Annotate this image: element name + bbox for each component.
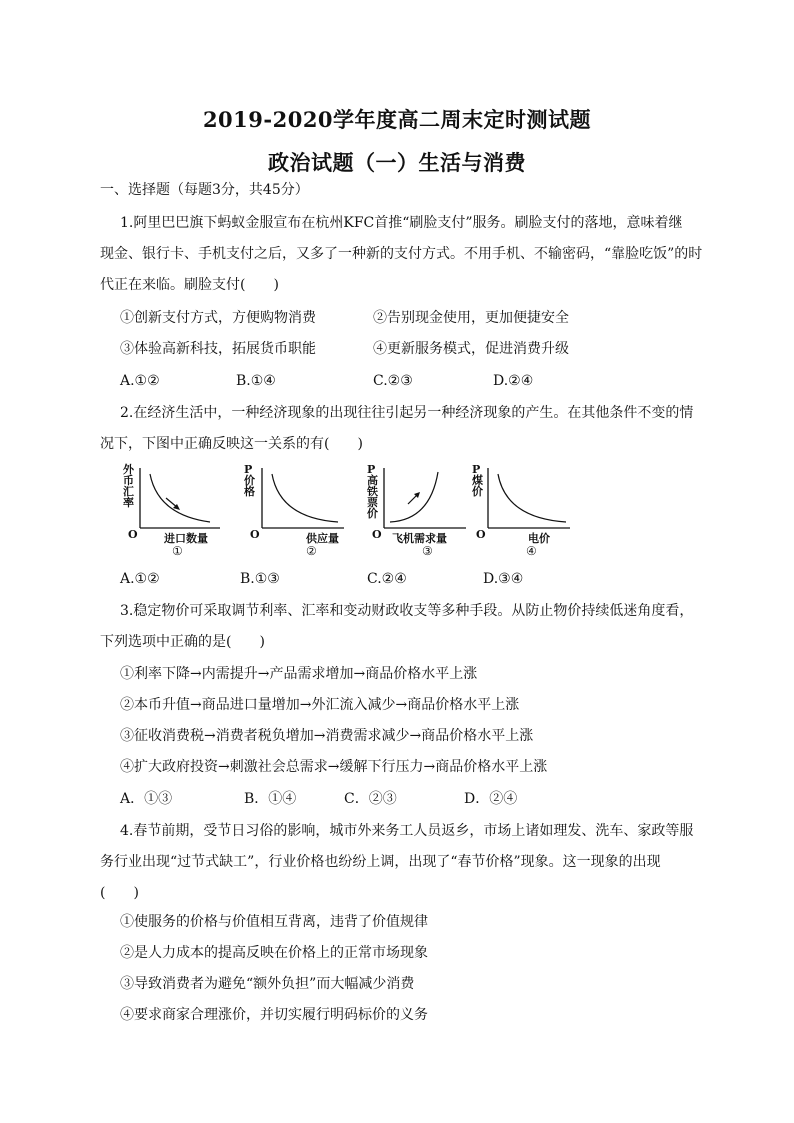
q1-option-2: ②告别现金使用，更加便捷安全 bbox=[373, 310, 569, 326]
q1-option-1: ①创新支付方式，方便购物消费 bbox=[120, 310, 316, 326]
q1-line-2: 现金、银行卡、手机支付之后，又多了一种新的支付方式。不用手机、不输密码，“靠脸吃饭”的时 bbox=[100, 246, 703, 262]
graph-3 bbox=[364, 460, 484, 570]
q2-answer-c: C.②④ bbox=[367, 571, 407, 587]
q2-answer-d: D.③④ bbox=[483, 571, 524, 587]
q1-option-3: ③体验高新科技，拓展货币职能 bbox=[120, 341, 316, 357]
q4-option-2: ②是人力成本的提高反映在价格上的正常市场现象 bbox=[120, 945, 428, 961]
q1-line-3: 代正在来临。刷脸支付( ) bbox=[100, 277, 279, 293]
q3-answer-c: C．②③ bbox=[344, 791, 397, 807]
q3-line-2: 下列选项中正确的是( ) bbox=[100, 634, 265, 650]
q3-option-4: ④扩大政府投资→刺激社会总需求→缓解下行压力→商品价格水平上涨 bbox=[120, 759, 548, 775]
graph-2-x-label: 供应量 bbox=[306, 532, 339, 545]
q4-line-1: 4.春节前期，受节日习俗的影响，城市外来务工人员返乡，市场上诸如理发、洗车、家政等服 bbox=[120, 823, 694, 839]
q3-option-3: ③征收消费税→消费者税负增加→消费需求减少→商品价格水平上涨 bbox=[120, 728, 534, 744]
q4-option-4: ④要求商家合理涨价，并切实履行明码标价的义务 bbox=[120, 1007, 428, 1023]
q4-option-3: ③导致消费者为避免“额外负担”而大幅减少消费 bbox=[120, 976, 415, 992]
q4-line-3: ( ) bbox=[100, 885, 139, 901]
graph-4-y-label: P煤价 bbox=[472, 463, 483, 498]
q1-answer-d: D.②④ bbox=[493, 373, 534, 389]
graph-1-y-label: 外币汇率 bbox=[123, 463, 134, 509]
q3-answer-b: B．①④ bbox=[244, 791, 297, 807]
graph-3-x-label: 飞机需求量 bbox=[392, 532, 447, 545]
graph-3-y-label: P高铁票价 bbox=[367, 463, 378, 520]
graph-3-number: ③ bbox=[422, 544, 433, 558]
q1-answer-c: C.②③ bbox=[373, 373, 413, 389]
q3-line-1: 3.稳定物价可采取调节利率、汇率和变动财政收支等多种手段。从防止物价持续低迷角度看， bbox=[120, 603, 694, 619]
q1-option-4: ④更新服务模式，促进消费升级 bbox=[373, 341, 569, 357]
graph-1-curve bbox=[150, 474, 210, 522]
graph-1-origin: O bbox=[128, 528, 138, 541]
q3-option-2: ②本币升值→商品进口量增加→外汇流入减少→商品价格水平上涨 bbox=[120, 697, 520, 713]
q1-answer-b: B.①④ bbox=[236, 373, 276, 389]
q2-answer-a: A.①② bbox=[120, 571, 160, 587]
q4-option-1: ①使服务的价格与价值相互背离，违背了价值规律 bbox=[120, 914, 428, 930]
q2-line-1: 2.在经济生活中，一种经济现象的出现往往引起另一种经济现象的产生。在其他条件不变的情 bbox=[120, 405, 694, 421]
graph-3-origin: O bbox=[372, 528, 382, 541]
q1-line-1: 1.阿里巴巴旗下蚂蚁金服宣布在杭州KFC首推“刷脸支付”服务。刷脸支付的落地，意味着继 bbox=[120, 215, 683, 231]
q1-answer-a: A.①② bbox=[120, 373, 160, 389]
graph-4-origin: O bbox=[476, 528, 486, 541]
q2-line-2: 况下，下图中正确反映这一关系的有( ) bbox=[100, 436, 363, 452]
graph-2-number: ② bbox=[306, 544, 317, 558]
graph-2-y-label: P价格 bbox=[244, 463, 255, 498]
page-subtitle: 政治试题（一）生活与消费 bbox=[268, 150, 526, 175]
graph-4-number: ④ bbox=[526, 544, 537, 558]
q2-answer-b: B.①③ bbox=[240, 571, 280, 587]
graph-4 bbox=[470, 460, 590, 570]
graph-4-x-label: 电价 bbox=[528, 532, 550, 545]
q3-answer-a: A．①③ bbox=[120, 791, 173, 807]
graph-1-x-label: 进口数量 bbox=[164, 532, 208, 545]
q3-option-1: ①利率下降→内需提升→产品需求增加→商品价格水平上涨 bbox=[120, 666, 478, 682]
section-heading: 一、选择题（每题3分，共45分） bbox=[100, 182, 309, 198]
graph-1 bbox=[120, 460, 240, 570]
graph-2-curve bbox=[272, 474, 338, 522]
graph-3-curve bbox=[390, 472, 438, 522]
q4-line-2: 务行业出现“过节式缺工”，行业价格也纷纷上调，出现了“春节价格”现象。这一现象的出现 bbox=[100, 854, 661, 870]
page-title: 2019-2020学年度高二周末定时测试题 bbox=[202, 107, 592, 132]
graph-1-number: ① bbox=[172, 544, 183, 558]
q3-answer-d: D．②④ bbox=[464, 791, 518, 807]
graph-2 bbox=[240, 460, 360, 570]
graph-2-origin: O bbox=[250, 528, 260, 541]
graph-4-curve bbox=[498, 474, 566, 522]
graph-2-plot bbox=[240, 460, 360, 570]
